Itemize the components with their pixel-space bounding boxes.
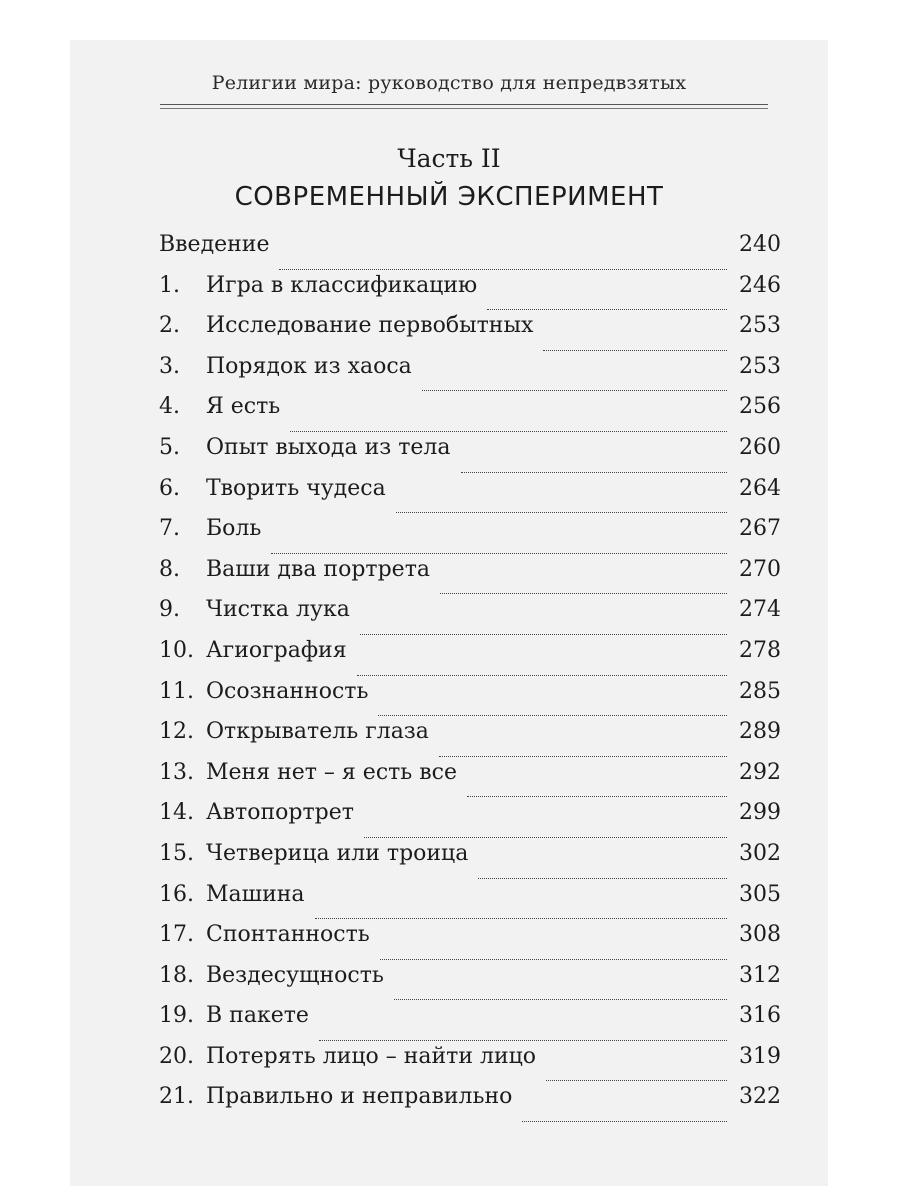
toc-entry-page: 253 [739,313,781,339]
toc-entry-title: Спонтанность [206,922,370,948]
toc-entry [159,882,781,923]
toc-entry-page: 270 [739,556,781,582]
toc-entry-page: 267 [739,516,781,542]
toc-entry [159,557,781,598]
toc-dot-leader [440,593,727,594]
toc-dot-leader [461,472,727,473]
toc-entry [159,516,781,557]
toc-entry-title: Осознанность [206,678,369,704]
toc-dot-leader [467,796,727,797]
toc-entry-number: 7. [159,516,180,542]
toc-entry-title: Агиография [206,637,347,663]
toc-dot-leader [543,350,727,351]
toc-entry [159,313,781,354]
toc-dot-leader [380,959,727,960]
toc-entry [159,679,781,720]
part-title: СОВРЕМЕННЫЙ ЭКСПЕРИМЕНТ [234,182,664,212]
toc-entry-page: 308 [739,922,781,948]
toc-entry-number: 13. [159,759,194,785]
toc-dot-leader [422,390,727,391]
toc-entry-page: 292 [739,759,781,785]
toc-entry-title: Введение [159,232,270,257]
toc-entry [159,963,781,1004]
toc-entry-page: 289 [739,719,781,745]
toc-dot-leader [315,918,727,919]
toc-entry-number: 18. [159,962,194,988]
toc-entry-page: 285 [739,678,781,704]
running-header: Религии мира: руководство для непредвзятых [211,72,687,94]
toc-entry-page: 312 [739,962,781,988]
toc-entry [159,435,781,476]
toc-entry [159,476,781,517]
toc-entry-number: 12. [159,719,194,745]
toc-entry-title: Автопортрет [206,800,354,826]
toc-entry-page: 264 [739,475,781,501]
toc-entry-page: 253 [739,353,781,379]
toc-entry-page: 299 [739,800,781,826]
toc-entry-number: 15. [159,840,194,866]
toc-entry-page: 240 [739,232,781,257]
toc-entry-title: В пакете [206,1003,309,1029]
toc-entry-title: Ваши два портрета [206,556,430,582]
toc-entry [159,719,781,760]
toc-dot-leader [378,715,727,716]
toc-entry-number: 14. [159,800,194,826]
toc-entry-title: Порядок из хаоса [206,353,412,379]
toc-dot-leader [271,553,727,554]
toc-entry-number: 20. [159,1043,194,1069]
toc-entry-number: 8. [159,556,180,582]
toc-entry-number: 11. [159,678,194,704]
toc-dot-leader [279,269,727,270]
toc-entry [159,232,781,273]
toc-entry-title: Потерять лицо – найти лицо [206,1043,537,1069]
toc-dot-leader [360,634,727,635]
toc-dot-leader [546,1080,727,1081]
toc-entry [159,841,781,882]
part-number: Часть II [397,144,501,173]
toc-entry-title: Творить чудеса [206,475,386,501]
toc-entry-title: Я есть [206,394,281,420]
toc-entry-title: Вездесущность [206,962,384,988]
toc-entry-number: 6. [159,475,180,501]
toc-dot-leader [522,1121,727,1122]
book-page [70,40,828,1186]
table-of-contents [159,232,781,1125]
toc-entry-number: 9. [159,597,180,623]
toc-dot-leader [487,309,727,310]
toc-entry-page: 278 [739,637,781,663]
toc-entry-page: 260 [739,434,781,460]
toc-entry-title: Открыватель глаза [206,719,429,745]
toc-entry-page: 246 [739,272,781,298]
toc-entry-title: Исследование первобытных [206,313,534,339]
toc-entry-number: 21. [159,1084,194,1110]
toc-dot-leader [394,999,727,1000]
toc-entry-title: Меня нет – я есть все [206,759,458,785]
toc-entry [159,394,781,435]
header-rule [160,104,768,105]
toc-entry-number: 17. [159,922,194,948]
toc-entry-number: 4. [159,394,180,420]
toc-dot-leader [364,837,727,838]
toc-entry-number: 19. [159,1003,194,1029]
toc-entry [159,800,781,841]
toc-entry [159,1044,781,1085]
toc-entry-page: 319 [739,1043,781,1069]
toc-entry [159,760,781,801]
toc-entry [159,1003,781,1044]
toc-entry-number: 10. [159,637,194,663]
toc-entry-number: 1. [159,272,180,298]
toc-entry-page: 316 [739,1003,781,1029]
toc-entry-page: 256 [739,394,781,420]
toc-entry [159,354,781,395]
toc-dot-leader [357,675,727,676]
toc-dot-leader [439,756,727,757]
toc-entry-number: 3. [159,353,180,379]
toc-entry-number: 5. [159,434,180,460]
toc-entry-title: Опыт выхода из тела [206,434,451,460]
toc-entry-page: 302 [739,840,781,866]
toc-dot-leader [478,878,727,879]
toc-entry [159,638,781,679]
toc-dot-leader [290,431,727,432]
toc-entry-title: Чистка лука [206,597,350,623]
toc-entry-title: Машина [206,881,305,907]
toc-entry-title: Боль [206,516,262,542]
toc-entry [159,1084,781,1125]
header-rule-thin [160,108,768,109]
toc-entry-page: 305 [739,881,781,907]
toc-entry-page: 322 [739,1084,781,1110]
toc-entry-number: 16. [159,881,194,907]
toc-entry-title: Четверица или троица [206,840,469,866]
toc-dot-leader [396,512,727,513]
toc-entry-page: 274 [739,597,781,623]
toc-entry [159,597,781,638]
toc-dot-leader [319,1040,727,1041]
toc-entry [159,922,781,963]
toc-entry-title: Игра в классификацию [206,272,478,298]
toc-entry-number: 2. [159,313,180,339]
toc-entry [159,273,781,314]
toc-entry-title: Правильно и неправильно [206,1084,513,1110]
